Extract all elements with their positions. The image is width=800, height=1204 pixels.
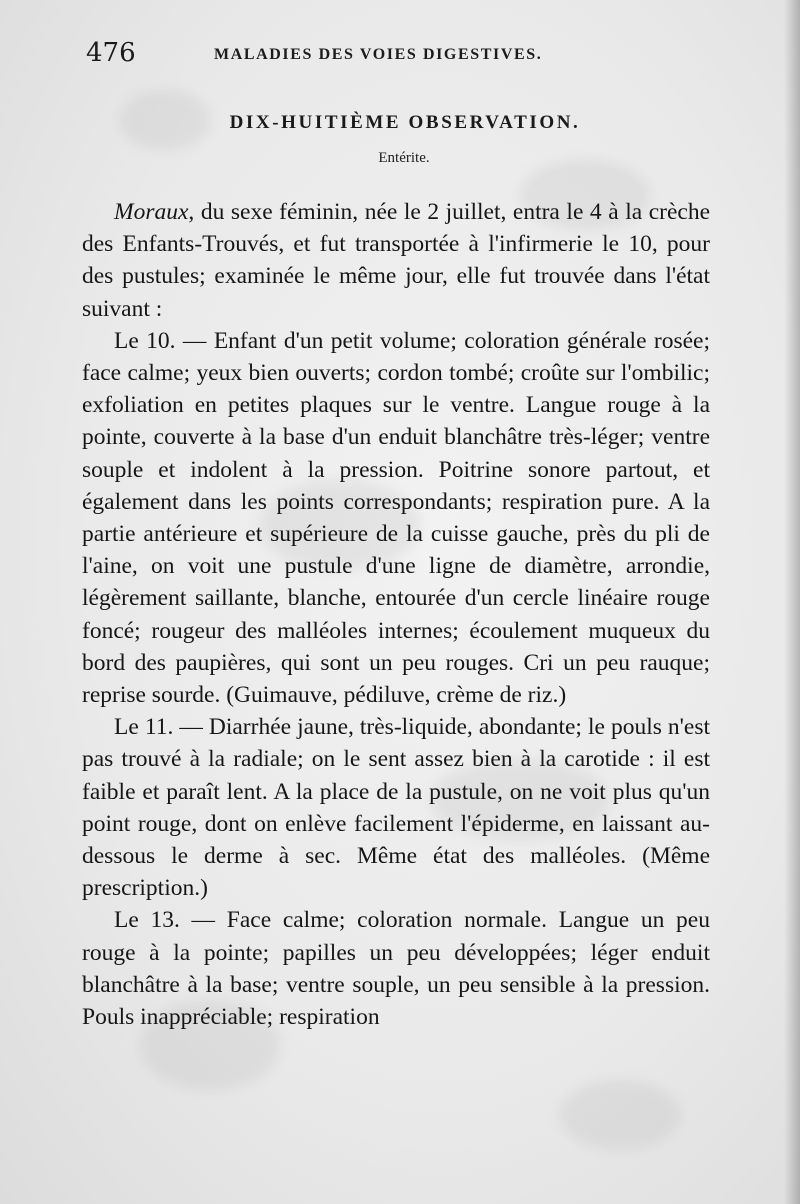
paragraph-text: Le 13. — Face calme; coloration normale. Langue un peu rouge à la pointe; papilles un peu développées; léger enduit blanchâtre à la base; ventre souple, un peu sensible à la pression. Pouls inappréciable; respiration — [82, 907, 710, 1031]
running-head — [86, 38, 716, 78]
paragraph-intro — [82, 196, 710, 325]
section-subheading: Entérite. — [378, 150, 430, 166]
paragraph-day-10 — [82, 325, 710, 711]
paragraph-text: Le 10. — Enfant d'un petit volume; coloration générale rosée; face calme; yeux bien ouverts; cordon tombé; croûte sur l'ombilic; exfoliation en petites plaques sur le ventre. Langue rouge à la pointe, couverte à la base d'un enduit blanchâtre très-léger; ventre souple et indolent à la pression. Poitrine sonore partout, et également dans les points correspondants; respiration pure. A la partie antérieure et supérieure de la cuisse gauche, près du pli de l'aine, on voit une pustule d'une ligne de diamètre, arrondie, légèrement saillante, blanche, entourée d'un cercle linéaire rouge foncé; rougeur des malléoles internes; écoulement muqueux du bord des paupières, qui sont un peu rouges. Cri un peu rauque; reprise sourde. (Guimauve, pédiluve, crème de riz.) — [82, 327, 710, 709]
body-text — [82, 196, 710, 1033]
running-title: MALADIES DES VOIES DIGESTIVES. — [214, 46, 543, 63]
page-edge-shadow — [784, 0, 800, 1204]
section-heading: DIX-HUITIÈME OBSERVATION. — [229, 112, 581, 133]
foxing-spot — [560, 1080, 680, 1150]
paragraph-text: , du sexe féminin, née le 2 juillet, entra le 4 à la crèche des Enfants-Trouvés, et fut transportée à l'infirmerie le 10, pour des pustules; examinée le même jour, elle fut trouvée dans l'état suivant : — [82, 199, 710, 322]
page-number: 476 — [86, 38, 136, 68]
paragraph-text: Le 11. — Diarrhée jaune, très-liquide, abondante; le pouls n'est pas trouvé à la radiale; on le sent assez bien à la carotide : il est faible et paraît lent. A la place de la pustule, on ne voit plus qu'un point rouge, dont on enlève facilement l'épiderme, en laissant au-dessous le derme à sec. Même état des malléoles. (Même prescription.) — [82, 714, 710, 902]
paragraph-day-11 — [82, 711, 710, 904]
paragraph-day-13 — [82, 904, 710, 1033]
patient-name: Moraux — [114, 199, 189, 225]
